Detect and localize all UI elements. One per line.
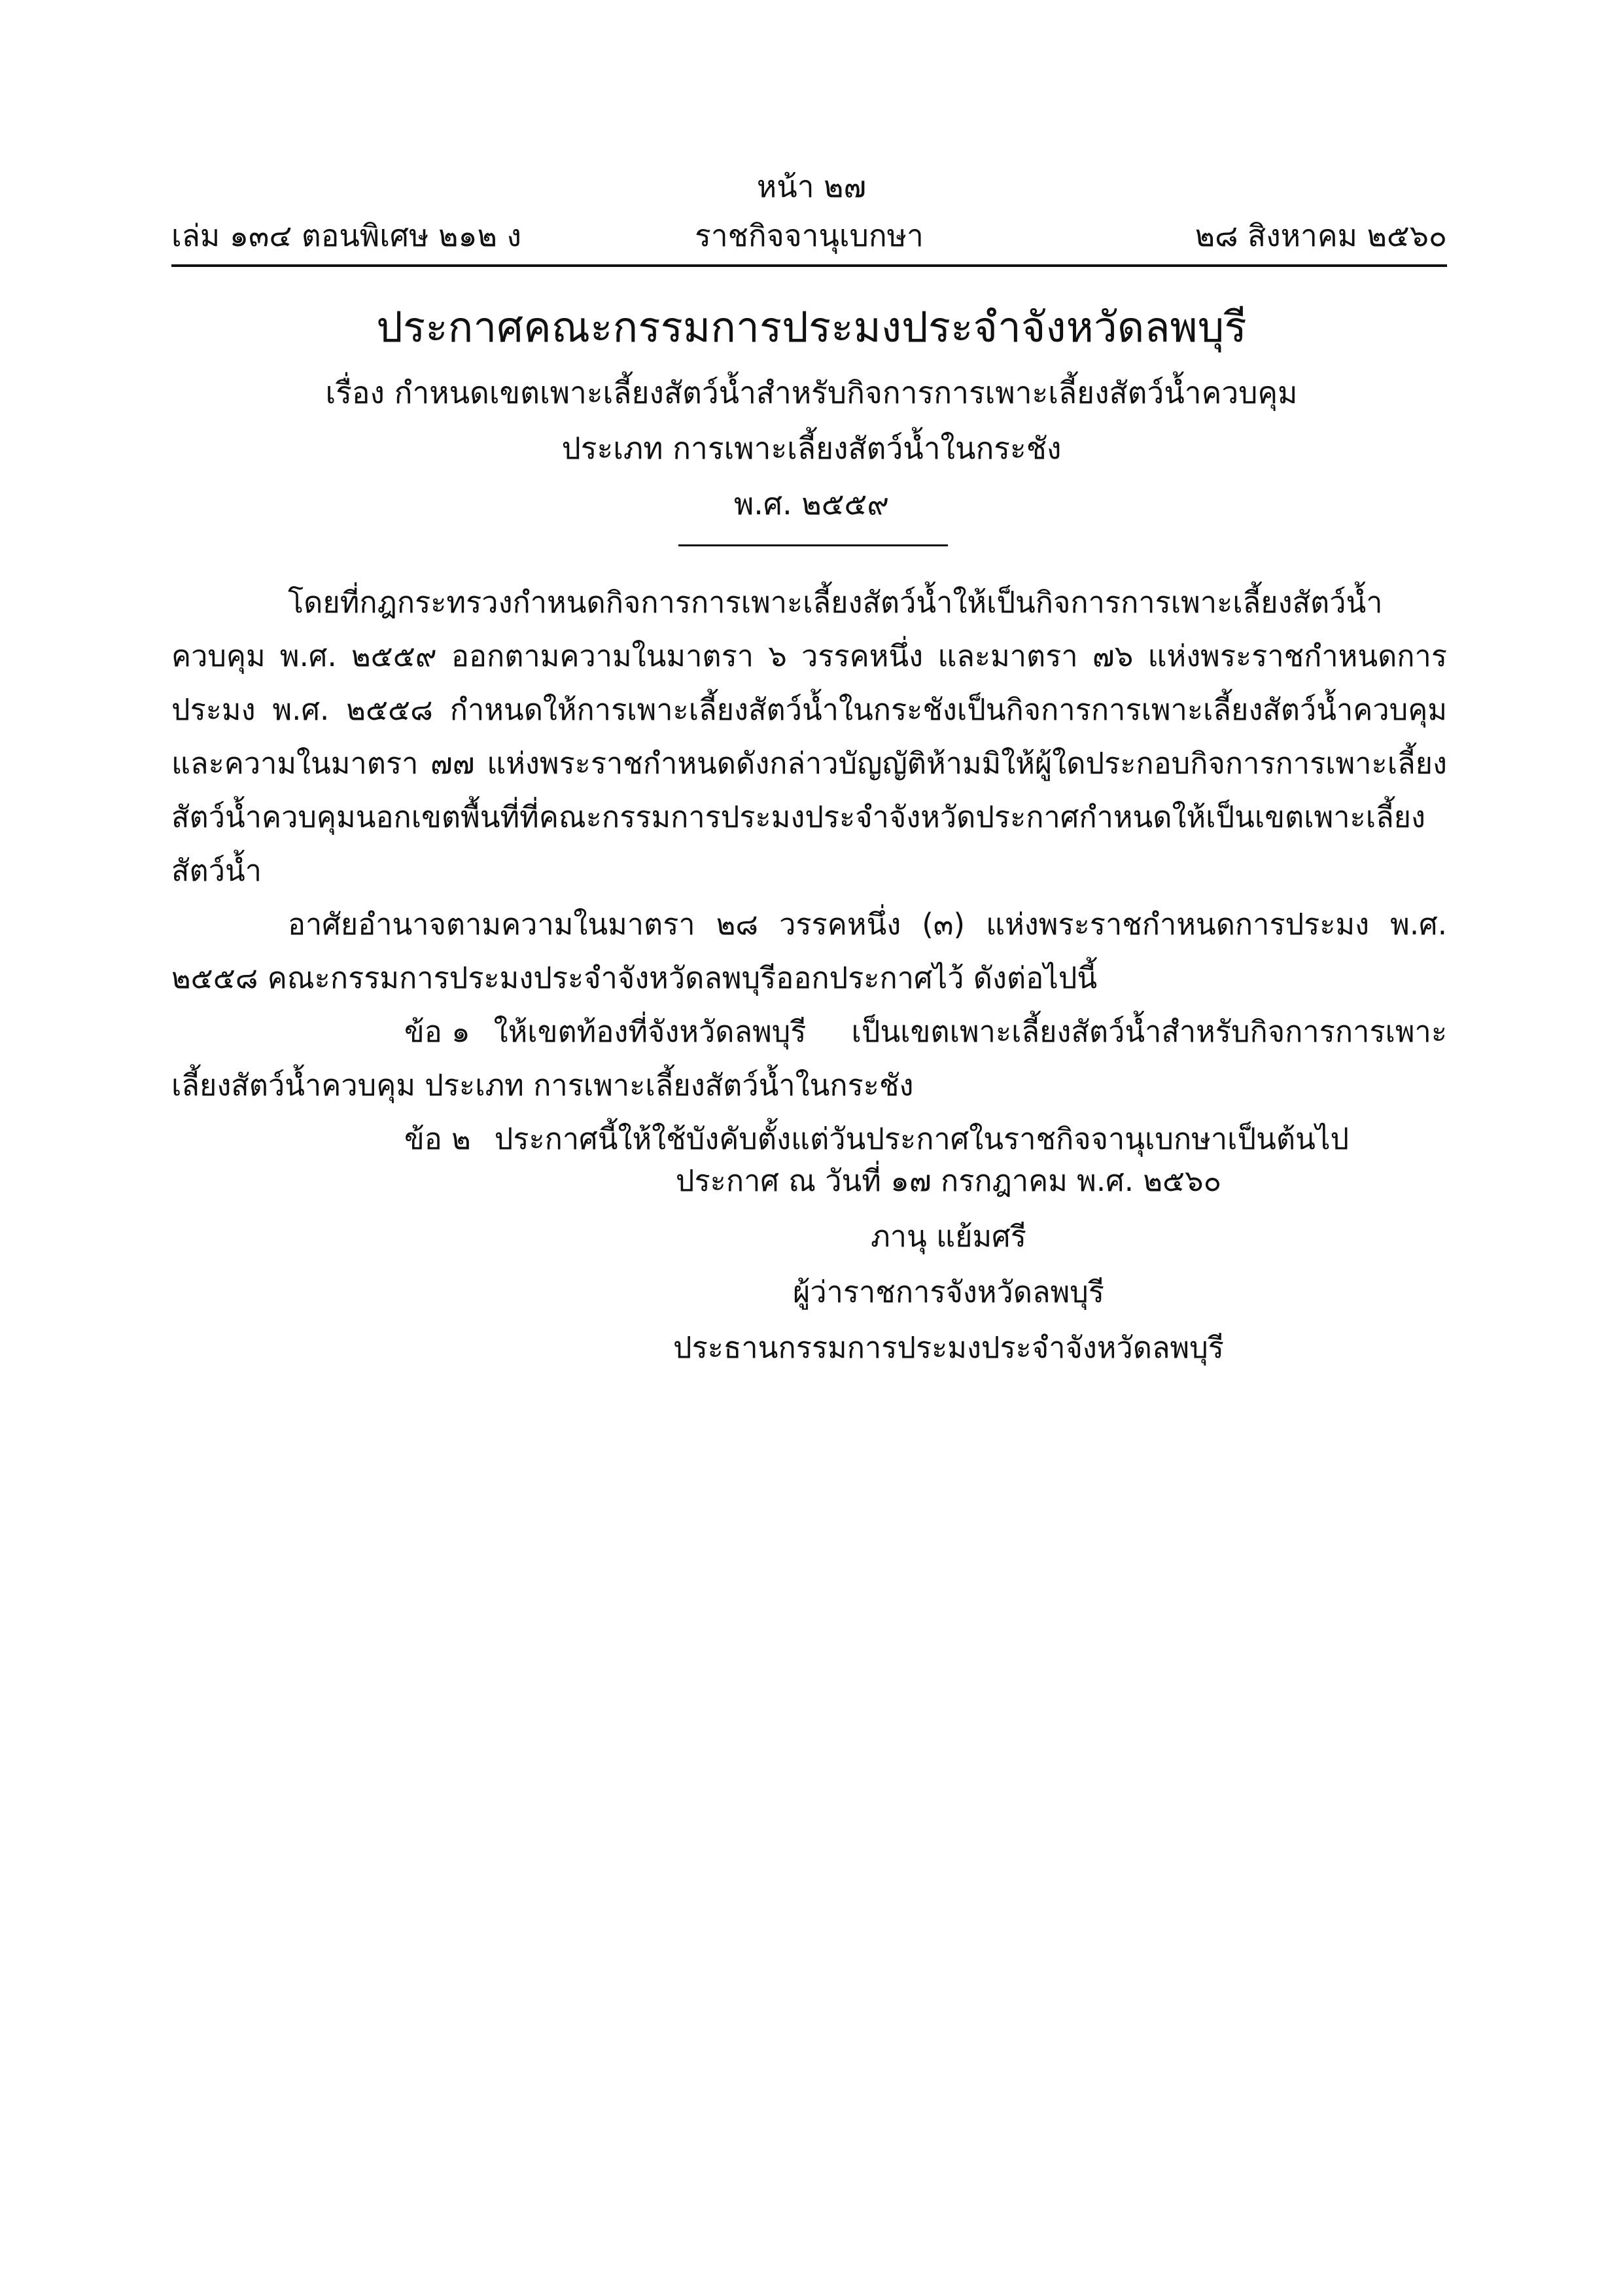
volume-issue: เล่ม ๑๓๔ ตอนพิเศษ ๒๑๒ ง (171, 218, 521, 253)
signatory-position: ผู้ว่าราชการจังหวัดลพบุรี (792, 1275, 1105, 1309)
signature-block (589, 1153, 1308, 1375)
header-rule (171, 264, 1447, 267)
page-number: หน้า ๒๗ (756, 169, 867, 204)
publication-date: ๒๘ สิงหาคม ๒๕๖๐ (1195, 218, 1447, 253)
clause-1-label: ข้อ ๑ (404, 1014, 470, 1049)
announcement-title: ประกาศคณะกรรมการประมงประจำจังหวัดลพบุรี (376, 304, 1247, 352)
preamble-paragraph: โดยที่กฎกระทรวงกำหนดกิจการการเพาะเลี้ยงสัตว์น้ำให้เป็นกิจการการเพาะเลี้ยงสัตว์น้ำควบคุม พ.ศ. ๒๕๕๙ ออกตามความในมาตรา ๖ วรรคหนึ่ง และมาตรา ๗๖ แห่งพระราชกำหนดการประมง พ.ศ. ๒๕๕๘ กำหนดให้การเพาะเลี้ยงสัตว์น้ำในกระชังเป็นกิจการการเพาะเลี้ยงสัตว์น้ำควบคุม และความในมาตรา ๗๗ แห่งพระราชกำหนดดังกล่าวบัญญัติห้ามมิให้ผู้ใดประกอบกิจการการเพาะเลี้ยงสัตว์น้ำควบคุมนอกเขตพื้นที่ที่คณะกรรมการประมงประจำจังหวัดประกาศกำหนดให้เป็นเขตเพาะเลี้ยงสัตว์น้ำ (171, 585, 1447, 888)
announcement-year: พ.ศ. ๒๕๕๙ (733, 486, 890, 521)
gazette-header (171, 213, 1447, 258)
subject-line-2: ประเภท การเพาะเลี้ยงสัตว์น้ำในกระชัง (561, 431, 1062, 466)
title-rule (678, 544, 948, 546)
subject-line-1: เรื่อง กำหนดเขตเพาะเลี้ยงสัตว์น้ำสำหรับกิจการการเพาะเลี้ยงสัตว์น้ำควบคุม (325, 375, 1298, 410)
clause-1 (171, 1005, 1447, 1112)
signatory-name: ภานุ แย้มศรี (871, 1219, 1026, 1254)
publication-name: ราชกิจจานุเบกษา (695, 218, 924, 253)
clause-2-label: ข้อ ๒ (404, 1122, 471, 1156)
authority-paragraph: อาศัยอำนาจตามความในมาตรา ๒๘ วรรคหนึ่ง (๓) แห่งพระราชกำหนดการประมง พ.ศ. ๒๕๕๘ คณะกรรมการประมงประจำจังหวัดลพบุรีออกประกาศไว้ ดังต่อไปนี้ (171, 907, 1447, 995)
clause-2-text: ประกาศนี้ให้ใช้บังคับตั้งแต่วันประกาศในราชกิจจานุเบกษาเป็นต้นไป (494, 1122, 1350, 1156)
clause-1-text: ให้เขตท้องที่จังหวัดลพบุรี เป็นเขตเพาะเลี้ยงสัตว์น้ำสำหรับกิจการการเพาะเลี้ยงสัตว์น้ำควบคุม ประเภท การเพาะเลี้ยงสัตว์น้ำในกระชัง (171, 1014, 1447, 1103)
signatory-role: ประธานกรรมการประมงประจำจังหวัดลพบุรี (673, 1330, 1224, 1365)
issue-date-line: ประกาศ ณ วันที่ ๑๗ กรกฎาคม พ.ศ. ๒๕๖๐ (675, 1163, 1222, 1198)
announcement-body (171, 576, 1447, 1166)
